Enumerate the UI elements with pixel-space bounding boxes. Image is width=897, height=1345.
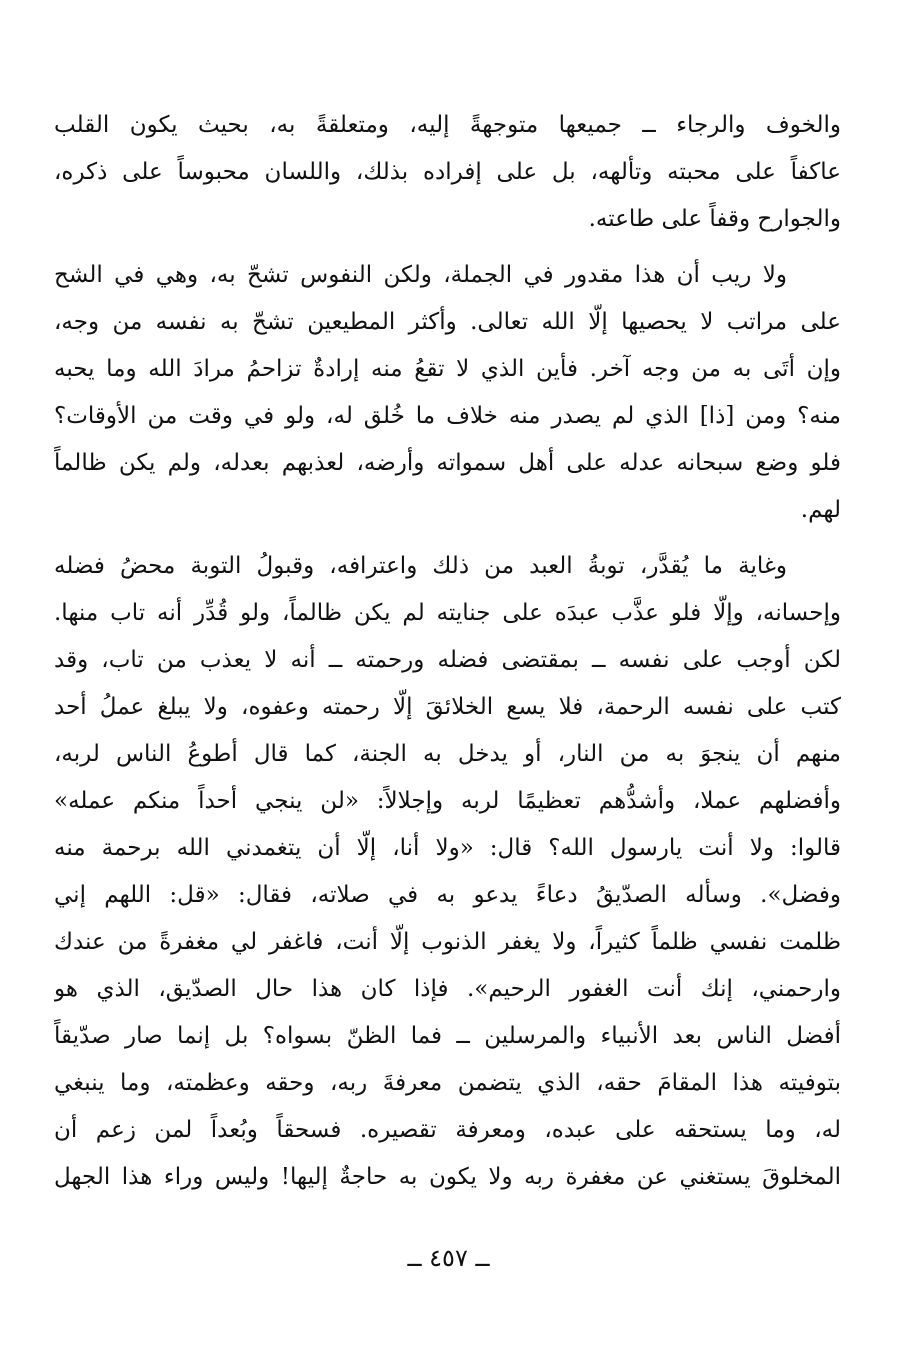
text-line: ولا ريب أن هذا مقدور في الجملة، ولكن النفوس تشحّ به، وهي في الشح <box>54 262 787 288</box>
text-line: منه؟ ومن [ذا] الذي لم يصدر منه خلاف ما خُلق له، ولو في وقت من الأوقات؟ <box>54 403 841 429</box>
text-line: والجوارح وقفاً على طاعته. <box>588 206 841 232</box>
text-line: قالوا: ولا أنت يارسول الله؟ قال: «ولا أنا، إلّا أن يتغمدني الله برحمة منه <box>54 835 841 861</box>
text-line: أفضل الناس بعد الأنبياء والمرسلين ــ فما الظنّ بسواه؟ بل إنما صار صدّيقاً <box>54 1023 841 1049</box>
text-line: عاكفاً على محبته وتألهه، بل على إفراده بذلك، واللسان محبوساً على ذكره، <box>54 159 841 185</box>
body-text <box>54 102 841 1201</box>
paragraph-1 <box>54 102 841 243</box>
text-line: وفضل». وسأله الصدّيقُ دعاءً يدعو به في صلاته، فقال: «قل: اللهم إني <box>54 882 841 908</box>
paragraph-2 <box>54 252 841 534</box>
text-line: المخلوقَ يستغني عن مغفرة ربه ولا يكون به حاجةٌ إليها! وليس وراء هذا الجهل <box>54 1164 841 1190</box>
page-number: ــ ٤٥٧ ــ <box>407 1244 490 1272</box>
text-line: له، وما يستحقه على عبده، ومعرفة تقصيره. فسحقاً وبُعداً لمن زعم أن <box>54 1117 841 1143</box>
text-line: لكن أوجب على نفسه ــ بمقتضى فضله ورحمته ــ أنه لا يعذب من تاب، وقد <box>54 647 841 673</box>
text-line: ظلمت نفسي ظلماً كثيراً، ولا يغفر الذنوب إلّا أنت، فاغفر لي مغفرةً من عندك <box>54 929 841 955</box>
text-line: كتب على نفسه الرحمة، فلا يسع الخلائقَ إلّا رحمته وعفوه، ولا يبلغ عملُ أحد <box>54 694 841 720</box>
text-line: على مراتب لا يحصيها إلّا الله تعالى. وأكثر المطيعين تشحّ به نفسه من وجه، <box>54 309 841 335</box>
text-line: وارحمني، إنك أنت الغفور الرحيم». فإذا كان هذا حال الصدّيق، الذي هو <box>54 976 841 1002</box>
text-line: وغاية ما يُقدَّر، توبةُ العبد من ذلك واعترافه، وقبولُ التوبة محضُ فضله <box>54 553 787 579</box>
text-line: وإحسانه، وإلّا فلو عذَّب عبدَه على جنايته لم يكن ظالماً، ولو قُدِّر أنه تاب منها. <box>54 600 841 626</box>
text-line: فلو وضع سبحانه عدله على أهل سمواته وأرضه، لعذبهم بعدله، ولم يكن ظالماً <box>54 450 841 476</box>
text-line: وأفضلهم عملا، وأشدُّهم تعظيمًا لربه وإجلالاً: «لن ينجي أحداً منكم عمله» <box>54 788 841 814</box>
text-line: والخوف والرجاء ــ جميعها متوجهةً إليه، ومتعلقةً به، بحيث يكون القلب <box>54 112 841 138</box>
text-line: بتوفيته هذا المقامَ حقه، الذي يتضمن معرفةَ ربه، وحقه وعظمته، وما ينبغي <box>54 1070 841 1096</box>
paragraph-3 <box>54 543 841 1201</box>
text-line: وإن أتَى به من وجه آخر. فأين الذي لا تقعُ منه إرادةٌ تزاحمُ مرادَ الله وما يحبه <box>54 356 841 382</box>
text-line: منهم أن ينجوَ به من النار، أو يدخل به الجنة، كما قال أطوعُ الناس لربه، <box>54 741 841 767</box>
text-line: لهم. <box>800 497 841 523</box>
